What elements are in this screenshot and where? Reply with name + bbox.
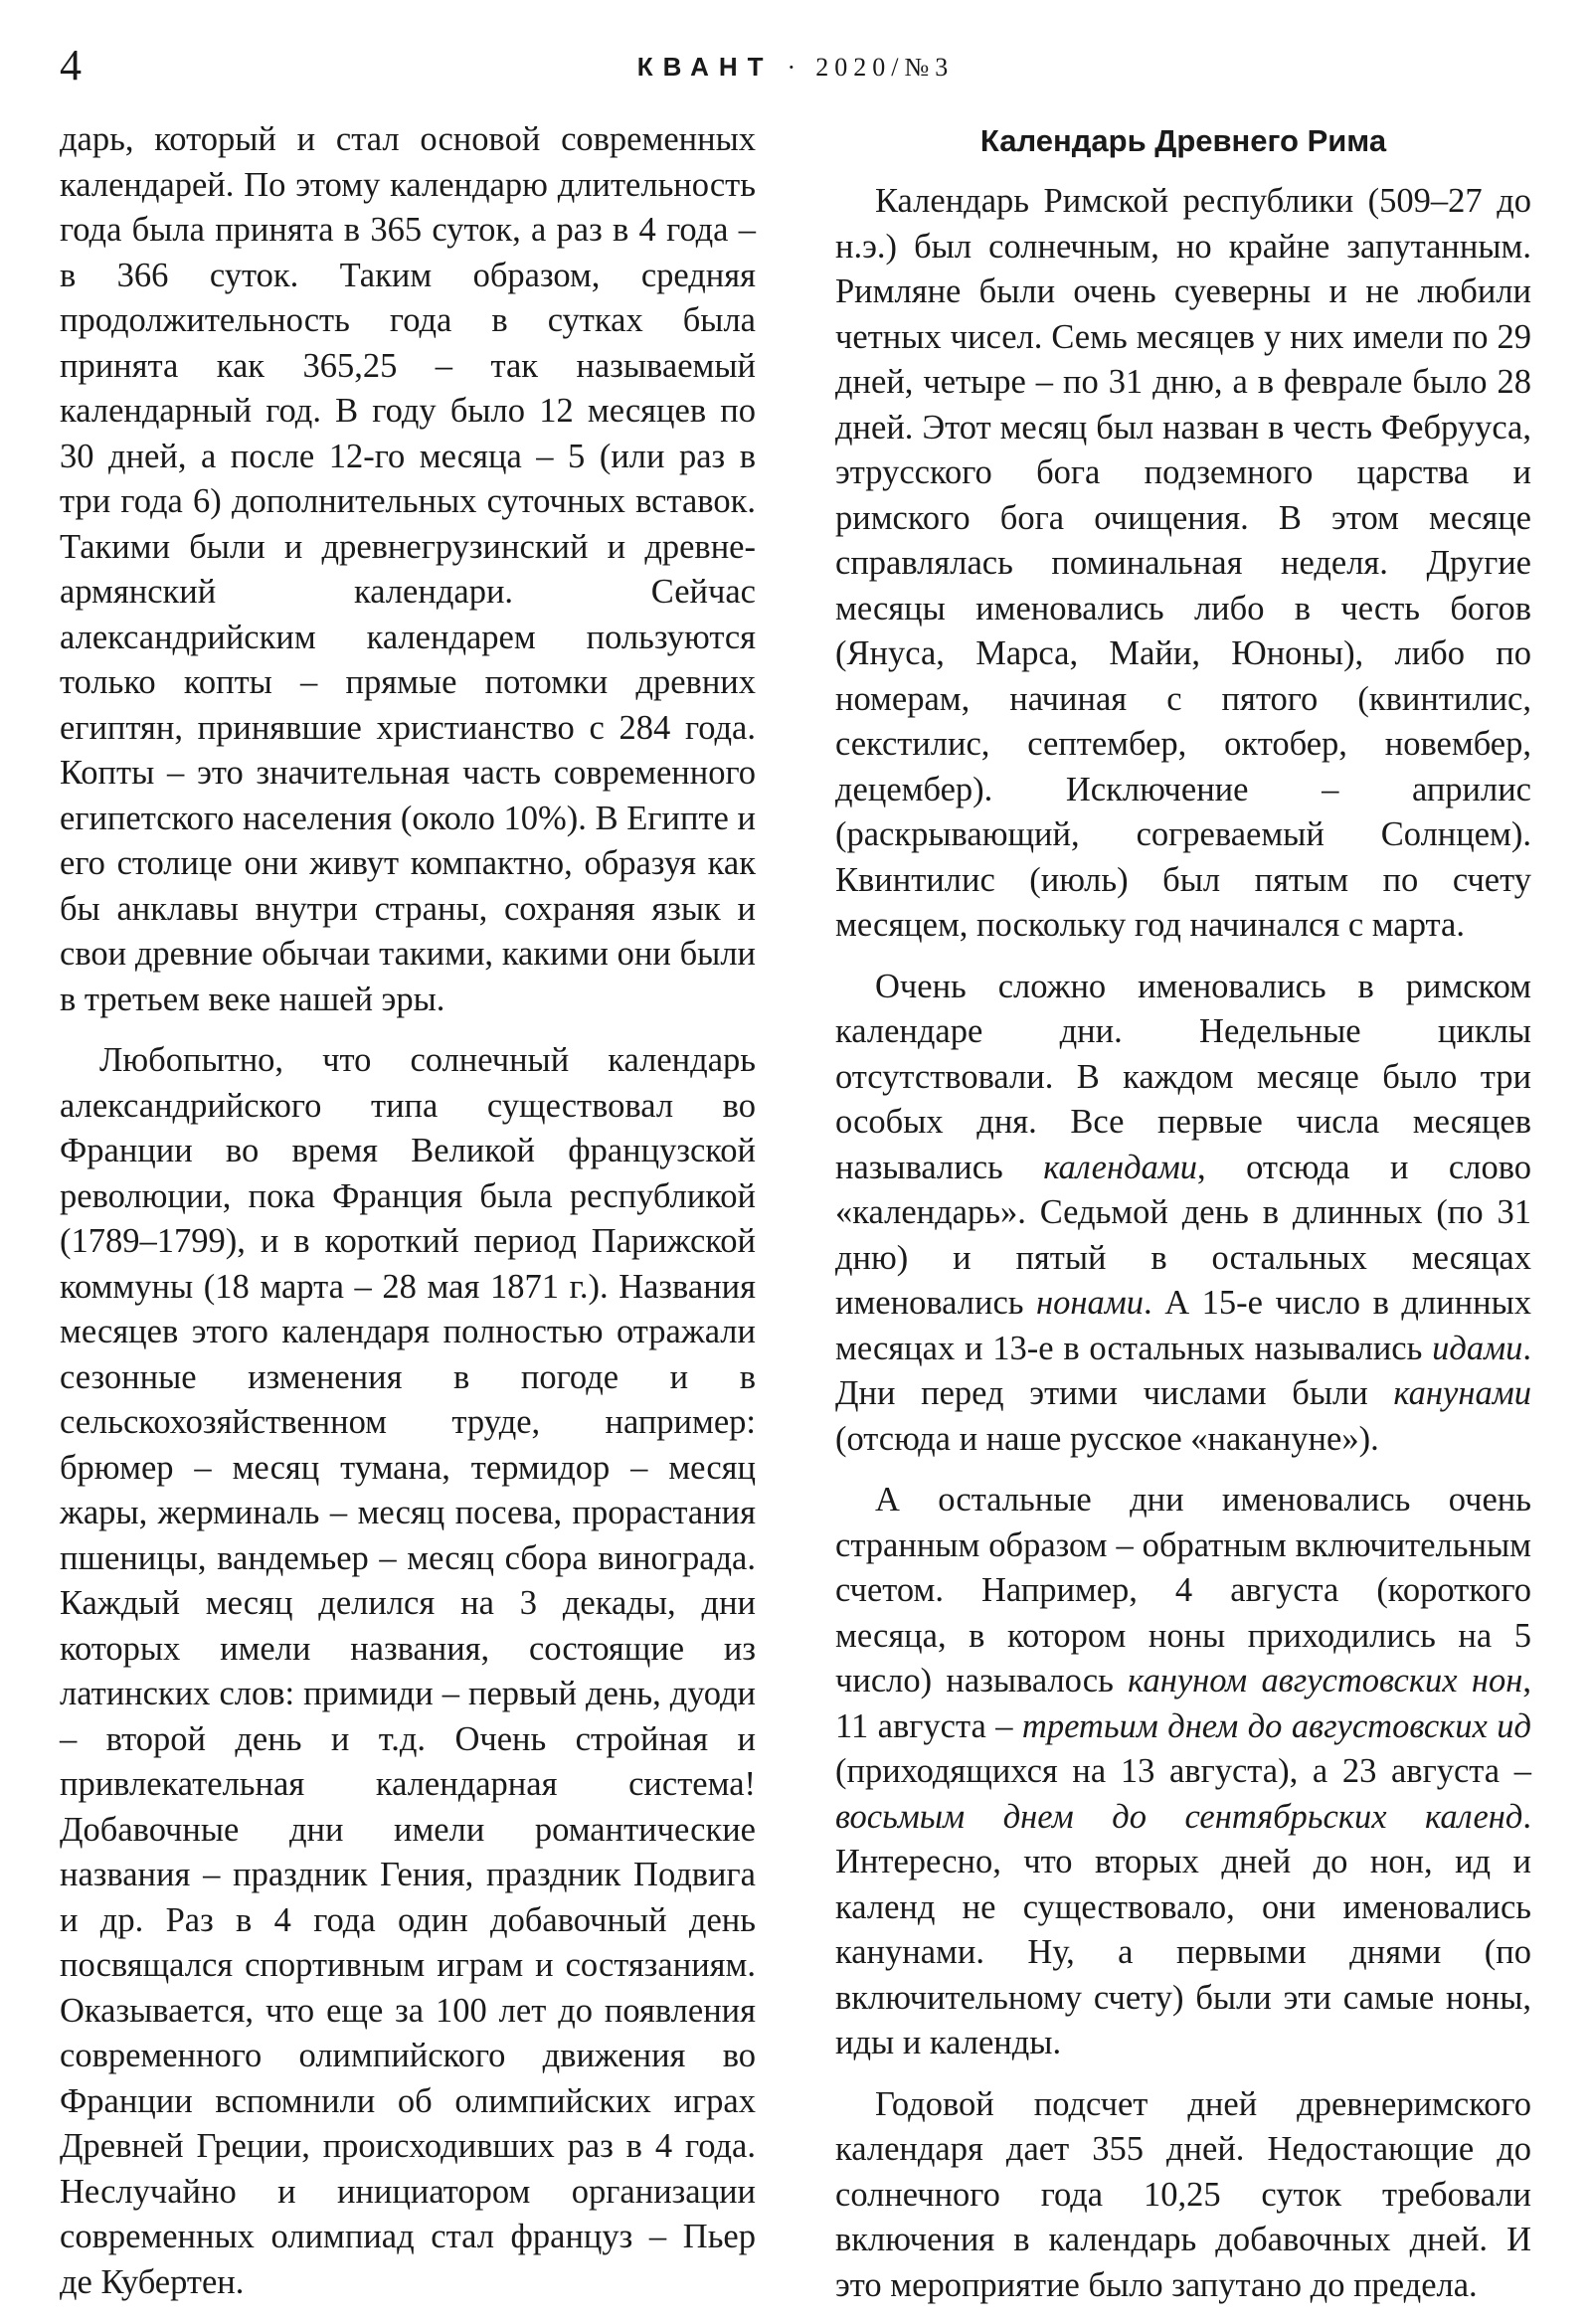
text-run: , 11 августа – xyxy=(835,1662,1531,1745)
text-run: . Интересно, что вторых дней до нон, ид и календ не существовало, они именовались канунами. Ну, а первыми днями (по включительному счету) были эти самые ноны, иды и календы. xyxy=(835,1797,1531,2061)
left-paragraph-1: дарь, который и стал основой современных календарей. По этому календарю длительность года была принята в 365 суток, а раз в 4 года – в 366 суток. Таким образом, средняя продолжительность года в сутках была принята как 365,25 – так называемый календарный год. В году было 12 месяцев по 30 дней, а после 12-го месяца – 5 (или раз в три года 6) дополнительных суточных вставок. Такими были и древнегрузинский и древне-армянский календари. Сейчас александрийским календарем пользуются только копты – прямые потомки древних египтян, принявшие христианство с 284 года. Копты – это значительная часть современного египетского населения (около 10%). В Египте и его столице они живут компактно, образуя как бы анклавы внутри страны, сохраняя язык и свои древние обычаи такими, какими они были в третьем веке нашей эры. xyxy=(60,120,756,1018)
term-nony: нонами xyxy=(1036,1284,1145,1322)
left-paragraph-2: Любопытно, что солнечный календарь александрийского типа существовал во Франции во время Великой французской революции, пока Франция была республикой (1789–1799), и в короткий период Парижской коммуны (18 марта – 28 мая 1871 г.). Названия месяцев этого календаря полностью отражали сезонные изменения в погоде и в сельскохозяйственном труде, например: брюмер – месяц тумана, термидор – месяц жары, жерминаль – месяц посева, прорастания пшеницы, вандемьер – месяц сбора винограда. Каждый месяц делился на 3 декады, дни которых имели названия, состоящие из латинских слов: примиди – первый день, дуоди – второй день и т.д. Очень стройная и привлекательная календарная система! Добавочные дни имели романтические названия – праздник Гения, праздник Подвига и др. Раз в 4 года один добавочный день посвящался спортивным играм и состязаниям. Оказывается, что еще за 100 лет до появления современного олимпийского движения во Франции вспомнили об олимпийских играх Древней Греции, происходивших раз в 4 года. Неслучайно и инициатором организации современных олимпиад стал француз – Пьер де Кубертен. xyxy=(60,1041,756,2301)
text-run: Очень сложно именовались в римском календаре дни. Недельные циклы отсутствовали. В каждом месяце было три особых дня. Все первые числа месяцев назывались xyxy=(835,967,1531,1186)
section-title: Календарь Древнего Рима xyxy=(979,123,1387,158)
italic-phrase: кануном августовских нон xyxy=(1128,1662,1523,1699)
text-run: (отсюда и наше русское «накануне»). xyxy=(835,1419,1379,1458)
text-run: (приходящихся на 13 августа), а 23 августа – xyxy=(835,1752,1531,1790)
text-run: , отсюда и слово «календарь». Седьмой день в длинных (по 31 дню) и пятый в остальных месяцах именовались xyxy=(835,1148,1532,1322)
italic-phrase: третьим днем до августовских ид xyxy=(1021,1706,1531,1745)
header-separator: · xyxy=(787,53,802,82)
text-run: . А 15-е число в длинных месяцах и 13-е в остальных назывались xyxy=(835,1284,1531,1367)
term-kalendy: календами xyxy=(1043,1148,1198,1186)
italic-phrase: восьмым днем до сентябрьских календ xyxy=(835,1797,1523,1836)
journal-title: КВАНТ xyxy=(636,52,774,82)
term-kanuny: канунами xyxy=(1393,1374,1531,1412)
text-run: . Дни перед этими числами были xyxy=(835,1329,1531,1412)
page-number: 4 xyxy=(60,41,82,89)
running-head xyxy=(0,52,1591,83)
right-paragraph-2 xyxy=(835,965,1531,1463)
issue-number: 2020/№3 xyxy=(815,53,955,82)
left-column xyxy=(60,117,756,2321)
term-idy: идами xyxy=(1432,1329,1523,1367)
right-paragraph-1: Календарь Римской республики (509–27 до н.э.) был солнечным, но крайне запутанным. Римляне были очень суеверны и не любили четных чисел. Семь месяцев у них имели по 29 дней, четыре – по 31 дню, а в феврале было 28 дней. Этот месяц был назван в честь Фебрууса, этрусского бога подземного царства и римского бога очищения. В этом месяце справлялась поминальная неделя. Другие месяцы именовались либо в честь богов (Януса, Марса, Майи, Юноны), либо по номерам, начиная с пятого (квинтилис, секстилис, септембер, октобер, новембер, децембер). Исключение – априлис (раскрывающий, согреваемый Солнцем). Квинтилис (июль) был пятым по счету месяцем, поскольку год начинался с марта. xyxy=(835,182,1531,944)
right-paragraph-4: Годовой подсчет дней древнеримского календаря дает 355 дней. Недостающие до солнечного года 10,25 суток требовали включения в календарь добавочных дней. И это мероприятие было запутано до предела. xyxy=(835,2084,1531,2304)
text-run: А остальные дни именовались очень странным образом – обратным включительным счетом. Например, 4 августа (короткого месяца, в котором ноны приходились на 5 число) называлось xyxy=(835,1481,1531,1699)
right-paragraph-3 xyxy=(835,1478,1531,2066)
right-column xyxy=(835,121,1531,2324)
